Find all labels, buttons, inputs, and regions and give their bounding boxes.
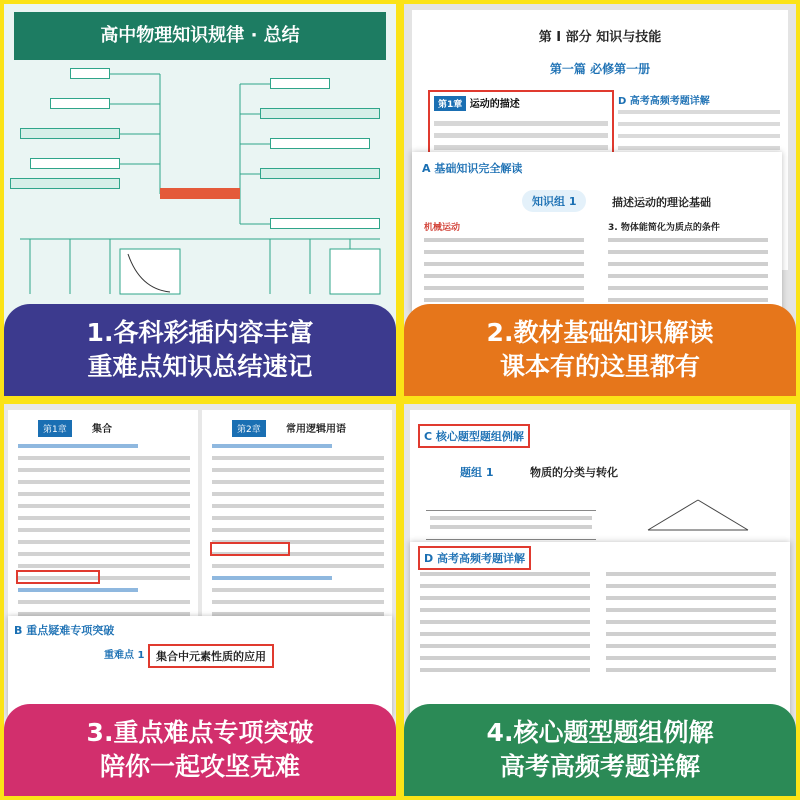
difficulty-page xyxy=(8,616,392,716)
difficulty-title: 集合中元素性质的应用 xyxy=(148,644,274,668)
exam-heading: D 高考高频考题详解 xyxy=(418,546,531,570)
panel-physics-summary xyxy=(4,4,396,396)
section-heading: A 基础知识完全解读 xyxy=(422,162,523,175)
central-node xyxy=(160,188,240,199)
mind-map-diagram xyxy=(10,64,390,304)
part-subtitle: 第一篇 必修第一册 xyxy=(549,62,651,76)
group-label: 知识组 1 xyxy=(522,190,586,212)
node xyxy=(260,108,380,119)
section-heading: C 核心题型题组例解 xyxy=(418,424,530,448)
chapter-tag: 第2章 xyxy=(232,420,266,437)
node xyxy=(270,138,370,149)
node xyxy=(50,98,110,109)
exam-question-page xyxy=(410,542,790,722)
right-section-title: 3. 物体能简化为质点的条件 xyxy=(608,223,720,233)
lesson-page xyxy=(412,152,782,312)
toc-lines xyxy=(430,121,612,150)
example-table xyxy=(426,510,596,540)
reaction-diagram xyxy=(638,490,778,540)
left-section-title: 机械运动 xyxy=(424,223,461,233)
panel1-header: 高中物理知识规律 · 总结 xyxy=(14,12,386,60)
toc-lines xyxy=(212,444,384,624)
panel-textbook-basics xyxy=(404,4,796,396)
caption-line2: 重难点知识总结速记 xyxy=(87,352,313,381)
caption-line2: 高考高频考题详解 xyxy=(499,752,700,781)
caption-line1: 3.重点难点专项突破 xyxy=(86,718,314,747)
highlight-frame xyxy=(210,542,290,556)
node xyxy=(30,158,120,169)
difficulty-tag: 重难点 1 xyxy=(104,650,145,661)
left-text-column xyxy=(424,238,584,310)
right-text-column xyxy=(606,572,776,680)
chapter-name: 集合 xyxy=(92,424,112,435)
chapter-tag: 第1章 xyxy=(38,420,72,437)
panel-key-difficulties xyxy=(4,404,396,796)
chapter-tag: 第1章 xyxy=(434,96,466,111)
group-tag: 题组 1 xyxy=(460,466,494,479)
node xyxy=(20,128,120,139)
group-title: 描述运动的理论基础 xyxy=(612,196,711,209)
caption-line1: 4.核心题型题组例解 xyxy=(486,718,714,747)
caption-line1: 2.教材基础知识解读 xyxy=(486,318,714,347)
panel4-caption xyxy=(404,704,796,796)
left-text-column xyxy=(420,572,590,680)
caption-line2: 课本有的这里都有 xyxy=(499,352,700,381)
node xyxy=(70,68,110,79)
node xyxy=(10,178,120,189)
panel2-caption xyxy=(404,304,796,396)
chapter-name: 运动的描述 xyxy=(469,99,520,110)
panel-core-questions xyxy=(404,404,796,796)
toc-right-heading: D 高考高频考题详解 xyxy=(618,96,710,107)
caption-line2: 陪你一起攻坚克难 xyxy=(99,752,300,781)
panel3-caption xyxy=(4,704,396,796)
node xyxy=(270,218,380,229)
part-title: 第 I 部分 知识与技能 xyxy=(538,30,662,45)
chapter-row xyxy=(430,92,612,114)
right-text-column xyxy=(608,238,768,310)
node xyxy=(270,78,330,89)
panel1-caption xyxy=(4,304,396,396)
group-title: 物质的分类与转化 xyxy=(530,466,618,479)
node xyxy=(260,168,380,179)
chapter-name: 常用逻辑用语 xyxy=(286,424,346,435)
section-heading: B 重点疑难专项突破 xyxy=(14,624,115,637)
toc-lines xyxy=(18,444,190,624)
caption-line1: 1.各科彩插内容丰富 xyxy=(86,318,314,347)
highlight-frame xyxy=(16,570,100,584)
chapter-highlight-box xyxy=(428,90,614,160)
